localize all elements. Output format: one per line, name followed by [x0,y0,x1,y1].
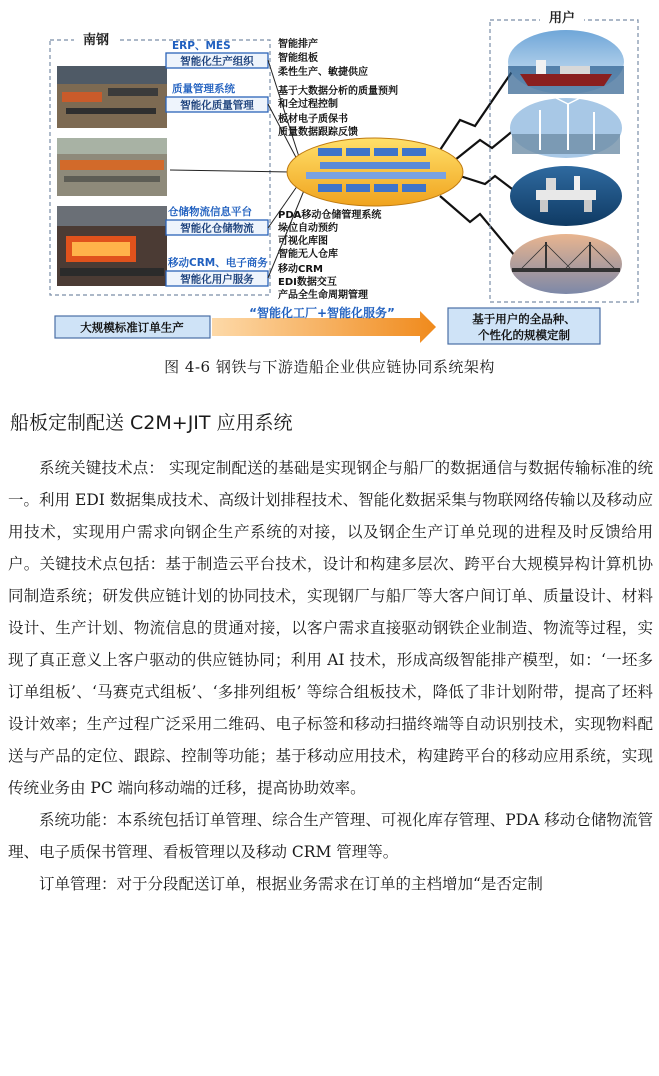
group-1-tag: ERP、MES [172,40,231,52]
group-2-item-1: 基于大数据分析的质量预判 [278,86,398,97]
user-photo-bridge [510,234,622,294]
arrow-label: “智能化工厂+智能化服务” [249,306,395,320]
bottom-right-line-1: 基于用户的全品种、 [472,312,576,326]
group-2-item-2: 和全过程控制 [278,99,338,110]
central-hub [287,138,463,206]
group-1-item-3: 柔性生产、敏捷供应 [278,67,368,78]
figure-caption: 图 4-6 钢铁与下游造船企业供应链协同系统架构 [164,358,495,376]
architecture-figure [0,0,659,350]
factory-photo-2 [57,138,167,196]
group-2-item-3: 板材电子质保书 [278,114,348,125]
group-2-tag: 质量管理系统 [172,83,235,95]
group-1-item-2: 智能组板 [278,53,318,64]
group-1-item-1: 智能排产 [278,39,318,50]
group-1-box-label: 智能化生产组织 [180,55,254,68]
user-photo-ship [508,30,624,94]
section-heading: 船板定制配送 C2M+JIT 应用系统 [10,412,293,434]
group-4-box-label: 智能化用户服务 [180,273,254,286]
group-4-tag: 移动CRM、电子商务 [168,257,268,269]
paragraph-order-management: 订单管理：对于分段配送订单，根据业务需求在订单的主档增加“是否定制 [39,875,543,893]
architecture-diagram [0,0,659,350]
user-photo-platform [510,166,622,226]
group-4-item-2: EDI数据交互 [278,277,337,288]
lightning-link-4 [440,196,520,262]
group-3-tag: 仓储物流信息平台 [168,206,252,218]
group-3-item-3: 可视化库图 [278,236,328,247]
group-3-item-1: PDA移动仓储管理系统 [278,210,382,221]
group-4-item-3: 产品全生命周期管理 [278,290,368,301]
group-3-item-4: 智能无人仓库 [278,249,338,260]
bottom-left-label: 大规模标准订单生产 [80,320,184,335]
paragraph-key-tech: 系统关键技术点： 实现定制配送的基础是实现钢企与船厂的数据通信与数据传输标准的统一。利用 EDI 数据集成技术、高级计划排程技术、智能化数据采集与物联网络传输以及移动应用技术，实现用户需求向钢企生产系统的对接，以及钢企生产订单兑现的进程及时反馈给用户。关键技术点包括：基于制造云平台技术，设计和构建多层次、跨平台大规模异构计算机协同制造系统；研发供应链计划的协同技术，实现钢厂与船厂等大客户间订单、质量设计、材料设计、生产计划、物流信息的贯通对接，以客户需求直接驱动钢铁企业制造、物流等过程，实现了真正意义上客户驱动的供应链协同；利用 AI 技术，形成高级智能排产模型，如：‘一坯多订单组板’、‘马赛克式组板’、‘多排列组板’ 等综合组板技术，降低了非计划附带，提高了坯料设计效率；生产过程广泛采用二维码、电子标签和移动扫描终端等自动识别技术，实现物料配送与产品的定位、跟踪、控制等功能；基于移动应用技术，构建跨平台的移动应用系统，实现传统业务由 PC 端向移动端的迁移，提高协助效率。 [8,459,653,797]
group-2-item-4: 质量数据跟踪反馈 [278,127,358,138]
bottom-right-line-2: 个性化的规模定制 [478,328,570,342]
user-photo-wind [510,98,622,158]
factory-photo-1 [57,66,167,128]
group-3-item-2: 垛位自动预约 [278,223,338,234]
left-title: 南钢 [82,33,110,48]
body-text [8,452,653,900]
right-title: 用户 [548,11,576,26]
paragraph-functions: 系统功能：本系统包括订单管理、综合生产管理、可视化库存管理、PDA 移动仓储物流管理、电子质保书管理、看板管理以及移动 CRM 管理等。 [8,811,653,861]
group-4-item-1: 移动CRM [278,264,323,275]
group-2-box-label: 智能化质量管理 [180,99,254,112]
group-3-box-label: 智能化仓储物流 [180,222,254,235]
factory-photo-3 [57,206,167,286]
